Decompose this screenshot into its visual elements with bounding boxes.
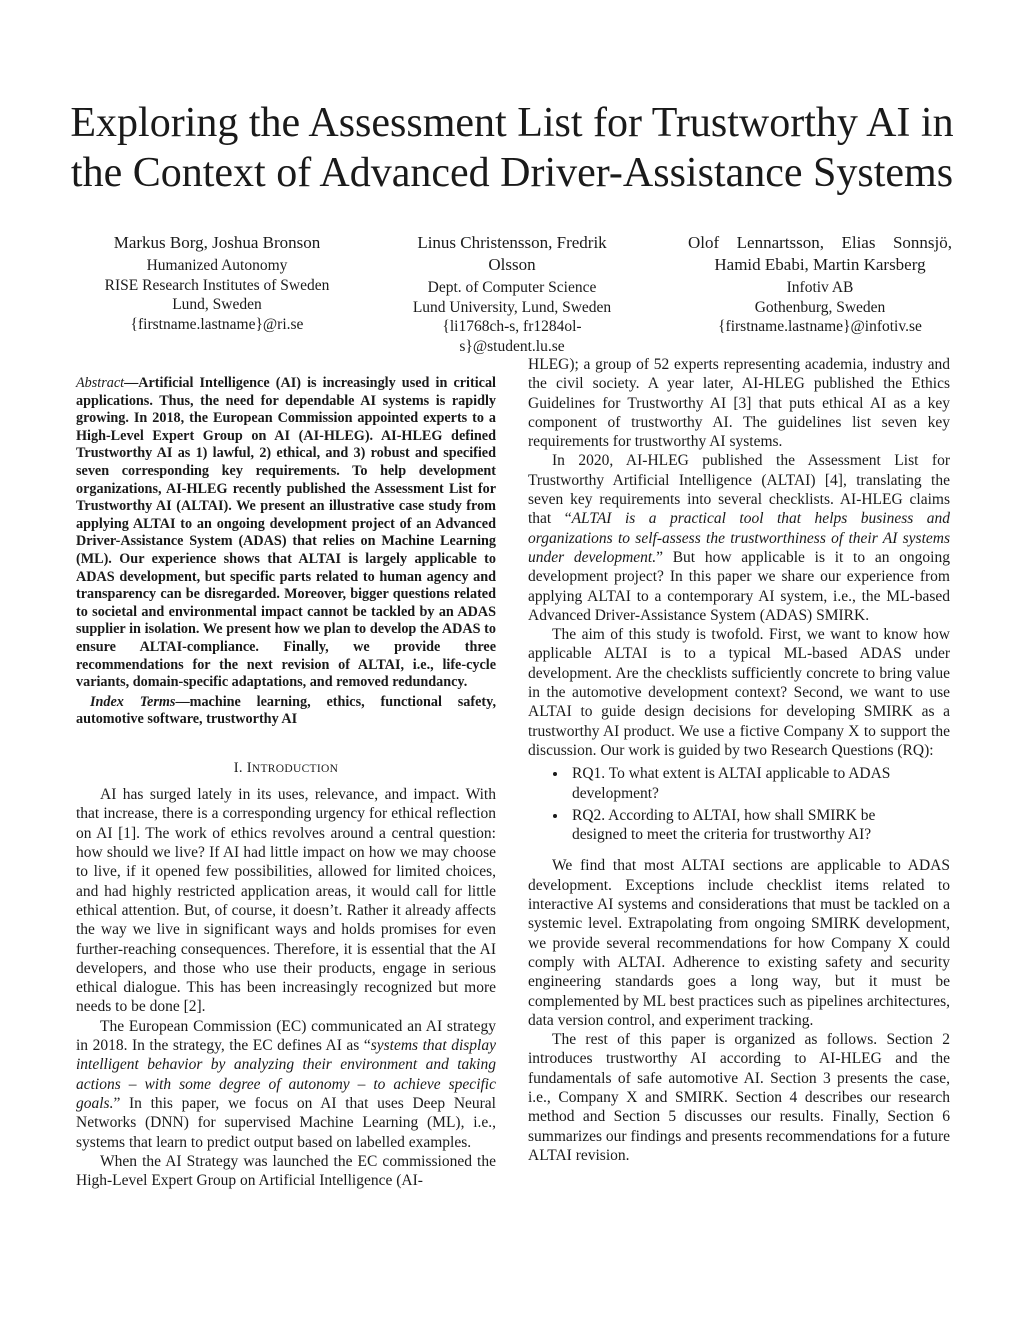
author-affiliation: Humanized Autonomy xyxy=(146,257,288,274)
author-affiliation: Infotiv AB xyxy=(786,279,854,296)
author-names: Linus Christensson, Fredrik Olsson xyxy=(417,233,607,274)
paper-title xyxy=(60,98,964,198)
index-terms-text: —machine learning, ethics, functional safety, automotive software, trustworthy AI xyxy=(76,693,496,728)
author-names: Olof Lennartsson, Elias Sonnsjö, Hamid Ebabi, Martin Karsberg xyxy=(688,233,952,274)
right-column xyxy=(528,355,950,1165)
paragraph: AI has surged lately in its uses, relevance, and impact. With that increase, there is a corresponding urgency for ethical reflection on AI [1]. The work of ethics revolves around a central question: how should we live? If AI had little impact on how we may choose to live, if it opened few possibilities, allowed for limited choices, and had highly restricted application areas, it would call for little ethical attention. But, of course, it doesn’t. Rather it already affects the way we live in significant ways and holds promises for even further-reaching consequences. Therefore, it is essential that the AI developers, and those who use their products, engage in serious ethical dialogue. This has been increasingly recognized but more needs to be done [2]. xyxy=(76,786,496,1016)
index-terms-label: Index Terms xyxy=(90,693,176,710)
title-line-1: Exploring the Assessment List for Trustworthy AI in xyxy=(70,100,954,146)
abstract-label: Abstract xyxy=(76,375,125,391)
author-block-1 xyxy=(76,232,358,334)
paragraph: The European Commission (EC) communicated an AI strategy in 2018. In the strategy, the EC defines AI as “systems that display intelligent behavior by analyzing their environment and taking actions – with some degree of autonomy – to achieve specific goals.” In this paper, we focus on AI that uses Deep Neural Networks (DNN) for supervised Machine Learning (ML), i.e., systems that learn to predict output based on labelled examples. xyxy=(76,1017,496,1151)
list-item: • RQ2. According to ALTAI, how shall SMIRK be designed to meet the criteria for trustworthy AI? xyxy=(568,806,932,845)
title-line-2: the Context of Advanced Driver-Assistance Systems xyxy=(70,150,954,196)
paragraph: HLEG); a group of 52 experts representing academia, industry and the civil society. A year later, AI-HLEG published the Ethics Guidelines for Trustworthy AI [3] that puts ethical AI as a key component of trustworthy AI. The guidelines list seven key requirements for trustworthy AI systems. xyxy=(528,356,950,451)
section-heading-introduction: I. INTRODUCTION xyxy=(233,759,339,776)
author-email: {firstname.lastname}@infotiv.se xyxy=(718,318,922,335)
list-item: • RQ1. To what extent is ALTAI applicable to ADAS development? xyxy=(568,764,932,803)
left-column xyxy=(76,375,496,1190)
paragraph: The aim of this study is twofold. First, we want to know how applicable ALTAI is to a typical ML-based ADAS under development. Are the checklists sufficiently concrete to bring value in the automotive development context? Second, we want to use ALTAI to guide design decisions for developing SMIRK as a trustworthy AI product. We use a fictive Company X to support the discussion. Our work is guided by two Research Questions (RQ): xyxy=(528,626,950,759)
author-affiliation: RISE Research Institutes of Sweden xyxy=(104,276,330,294)
author-email: s}@student.lu.se xyxy=(459,337,565,355)
author-affiliation: Dept. of Computer Science xyxy=(427,279,597,296)
author-location: Lund, Sweden xyxy=(172,296,262,313)
author-location: Gothenburg, Sweden xyxy=(754,298,886,316)
author-block-2 xyxy=(396,232,628,356)
paragraph: We find that most ALTAI sections are applicable to ADAS development. Exceptions include checklist items related to interactive AI systems and considerations that must be tackled on a systemic level. Extrapolating from ongoing SMIRK development, we provide several recommendations for how Company X could comply with ALTAI. Adherence to existing safety and security engineering standards goes a long way, but it must be complemented by ML best practices such as pipelines architectures, data version control, and experiment tracking. xyxy=(528,857,950,1029)
research-questions-list xyxy=(528,764,950,844)
author-email: {li1768ch-s, fr1284ol- xyxy=(442,318,582,335)
paragraph: In 2020, AI-HLEG published the Assessment List for Trustworthy Artificial Intelligence (ALTAI) [4], translating the seven key requirements into several checklists. AI-HLEG claims that “ALTAI is a practical tool that helps business and organizations to self-assess the trustworthiness of their AI systems under development.” But how applicable is it to an ongoing development project? In this paper we share our experience from applying ALTAI to a contemporary AI system, i.e., the ML-based Advanced Driver-Assistance System (ADAS) SMIRK. xyxy=(528,452,950,624)
author-affiliation: Lund University, Lund, Sweden xyxy=(412,298,612,316)
author-email: {firstname.lastname}@ri.se xyxy=(130,315,304,333)
abstract-text: —Artificial Intelligence (AI) is increasingly used in critical applications. Thus, the need for dependable AI systems is rapidly growing. In 2018, the European Commission appointed experts to a High-Level Expert Group on AI (AI-HLEG). AI-HLEG defined Trustworthy AI as 1) lawful, 2) ethical, and 3) robust and specified seven corresponding key requirements. To help development organizations, AI-HLEG recently published the Assessment List for Trustworthy AI (ALTAI). We present an illustrative case study from applying ALTAI to an ongoing development project of an Advanced Driver-Assistance System (ADAS) that relies on Machine Learning (ML). Our experience shows that ALTAI is largely applicable to ADAS development, but specific parts related to human agency and transparency can be disregarded. Moreover, bigger questions related to societal and environmental impact cannot be tackled by an ADAS supplier in isolation. We present how we plan to develop the ADAS to ensure ALTAI-compliance. Finally, we provide three recommendations for the next revision of ALTAI, i.e., life-cycle variants, domain-specific adaptations, and removed redundancy. xyxy=(76,375,496,691)
paragraph: The rest of this paper is organized as follows. Section 2 introduces trustworthy AI according to AI-HLEG and the fundamentals of safe automotive AI. Section 3 presents the case, i.e., Company X and SMIRK. Section 4 describes our research method and Section 5 discusses our results. Finally, Section 6 summarizes our findings and presents recommendations for a future ALTAI revision. xyxy=(528,1031,950,1164)
abstract xyxy=(76,375,496,692)
paragraph: When the AI Strategy was launched the EC commissioned the High-Level Expert Group on Artificial Intelligence (AI- xyxy=(76,1152,496,1190)
index-terms xyxy=(76,694,496,729)
author-names: Markus Borg, Joshua Bronson xyxy=(113,233,321,252)
author-block-3 xyxy=(688,232,952,337)
